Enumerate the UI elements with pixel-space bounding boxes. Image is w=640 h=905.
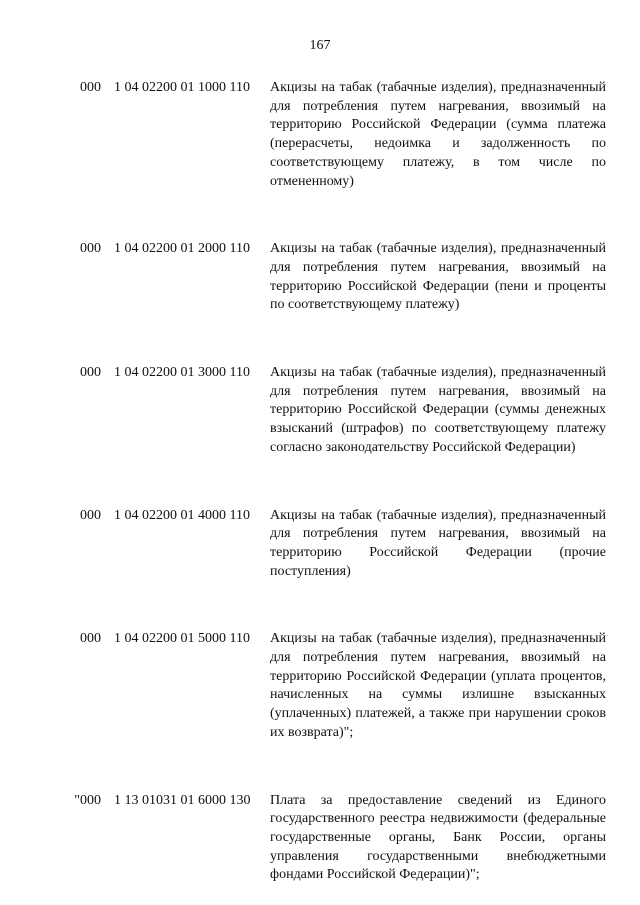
list-item (0, 364, 640, 458)
admin-code: "000 (74, 792, 101, 808)
entry-description: Плата за предоставление сведений из Единого государственного реестра недвижимости (федеральные государственные органы, Банк России, органы управления государственными внебюджетными фондами Российской Федерации)"; (270, 792, 606, 883)
kbk-code: 1 04 02200 01 4000 110 (114, 507, 250, 523)
kbk-code: 1 04 02200 01 2000 110 (114, 241, 250, 257)
list-item (0, 630, 640, 742)
admin-code: 000 (80, 365, 101, 381)
kbk-code: 1 04 02200 01 1000 110 (114, 80, 250, 95)
list-item (0, 79, 640, 191)
kbk-code: 1 04 02200 01 3000 110 (114, 365, 250, 381)
admin-code: 000 (80, 631, 101, 647)
admin-code: 000 (80, 80, 101, 95)
list-item (0, 507, 640, 582)
entry-description: Акцизы на табак (табачные изделия), предназначенный для потребления путем нагревания, ввозимый на территорию Российской Федерации (сумма платежа (перерасчеты, недоимка и задолженность по соответствующему платежу, в том числе по отмененному) (270, 80, 606, 189)
list-item (0, 240, 640, 315)
entry-description: Акцизы на табак (табачные изделия), предназначенный для потребления путем нагревания, ввозимый на территорию Российской Федерации (прочие поступления) (270, 507, 606, 579)
budget-classification-list (0, 79, 640, 885)
entry-description: Акцизы на табак (табачные изделия), предназначенный для потребления путем нагревания, ввозимый на территорию Российской Федерации (пени и проценты по соответствующему платежу) (270, 241, 606, 313)
entry-description: Акцизы на табак (табачные изделия), предназначенный для потребления путем нагревания, ввозимый на территорию Российской Федерации (уплата процентов, начисленных на суммы излишне взысканных (уплаченных) платежей, а также при нарушении сроков их возврата)"; (270, 631, 606, 740)
entry-description: Акцизы на табак (табачные изделия), предназначенный для потребления путем нагревания, ввозимый на территорию Российской Федерации (суммы денежных взысканий (штрафов) по соответствующему платежу согласно законодательству Российской Федерации) (270, 365, 606, 455)
kbk-code: 1 04 02200 01 5000 110 (114, 631, 250, 647)
kbk-code: 1 13 01031 01 6000 130 (114, 792, 251, 808)
page-number: 167 (309, 38, 331, 53)
admin-code: 000 (80, 241, 101, 257)
list-item (0, 792, 640, 886)
admin-code: 000 (80, 507, 101, 523)
